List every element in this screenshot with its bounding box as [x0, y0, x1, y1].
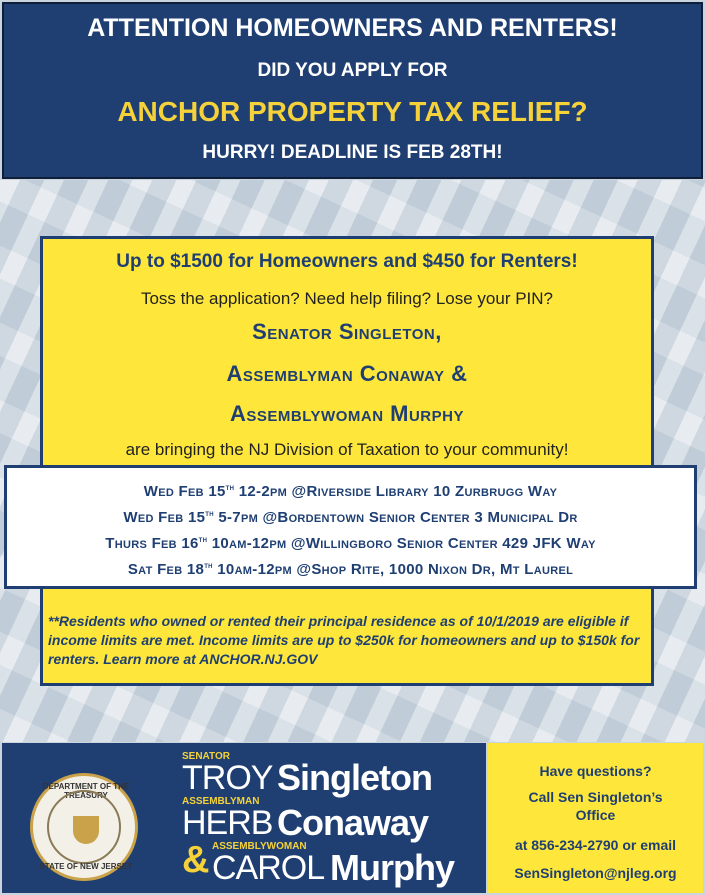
eligibility-fine-print: **Residents who owned or rented their principal residence as of 10/1/2019 are eligible if income limits are met. Income limits are up to $250k for homeowners and up to $150k for renters. Learn more at ANCHOR.NJ.GOV	[48, 613, 640, 667]
treasury-seal-icon	[30, 773, 138, 881]
legislator-role: ASSEMBLYWOMAN	[212, 841, 307, 852]
event-day-suffix: th	[198, 534, 208, 544]
event-row	[7, 482, 694, 500]
event-day-suffix: th	[205, 508, 214, 518]
offer-assemblywoman: Assemblywoman Murphy	[230, 401, 464, 426]
event-details: 5-7pm @Bordentown Senior Center 3 Municipal Dr	[213, 509, 578, 526]
events-box	[4, 465, 697, 589]
legislator-last-name: Murphy	[330, 847, 454, 888]
offer-assemblyman: Assemblyman Conaway &	[226, 361, 468, 386]
event-day-suffix: th	[204, 560, 213, 570]
contact-office: Office	[575, 807, 616, 823]
offer-headline: Up to $1500 for Homeowners and $450 for Renters!	[116, 251, 578, 272]
event-day: Wed Feb 15	[143, 483, 226, 500]
event-day: Wed Feb 15	[123, 509, 206, 526]
header-deadline: HURRY! DEADLINE IS FEB 28TH!	[202, 142, 503, 163]
event-row	[7, 560, 694, 578]
legislator-role: ASSEMBLYMAN	[182, 796, 260, 807]
contact-question: Have questions?	[539, 763, 652, 779]
event-details: 10am-12pm @Willingboro Senior Center 429 JFK Way	[207, 535, 596, 552]
header-program: ANCHOR PROPERTY TAX RELIEF?	[117, 96, 588, 127]
contact-email-link[interactable]: SenSingleton@njleg.org	[514, 865, 677, 881]
seal-top-text: DEPARTMENT OF THE TREASURY	[42, 782, 130, 800]
legislator-role: SENATOR	[182, 751, 230, 762]
event-day-suffix: th	[225, 482, 235, 492]
offer-closing: are bringing the NJ Division of Taxation to your community!	[125, 440, 569, 459]
header-banner	[2, 2, 703, 179]
contact-box	[488, 743, 703, 893]
legislator-first-name: TROY	[182, 759, 273, 797]
legislator-first-name: HERB	[182, 804, 273, 842]
legislator-last-name: Conaway	[277, 802, 429, 843]
seal-shield-icon	[73, 816, 99, 844]
seal-bottom-text: STATE OF NEW JERSEY	[39, 862, 133, 871]
legislators-footer	[2, 743, 486, 893]
header-question: DID YOU APPLY FOR	[257, 60, 448, 81]
event-row	[7, 534, 694, 552]
event-details: 12-2pm @Riverside Library 10 Zurbrugg Way	[234, 483, 558, 500]
event-details: 10am-12pm @Shop Rite, 1000 Nixon Dr, Mt Laurel	[212, 561, 574, 578]
legislator-last-name: Singleton	[277, 757, 432, 798]
contact-call: Call Sen Singleton’s	[528, 789, 663, 805]
legislator-first-name: CAROL	[212, 849, 325, 887]
contact-phone[interactable]: at 856-234-2790 or email	[514, 837, 677, 853]
event-day: Sat Feb 18	[127, 561, 205, 578]
event-row	[7, 508, 694, 526]
event-day: Thurs Feb 16	[105, 535, 199, 552]
ampersand: &	[182, 839, 210, 881]
header-attention: ATTENTION HOMEOWNERS AND RENTERS!	[87, 14, 618, 42]
offer-senator: Senator Singleton,	[252, 319, 442, 344]
offer-questions: Toss the application? Need help filing? Lose your PIN?	[140, 289, 554, 308]
